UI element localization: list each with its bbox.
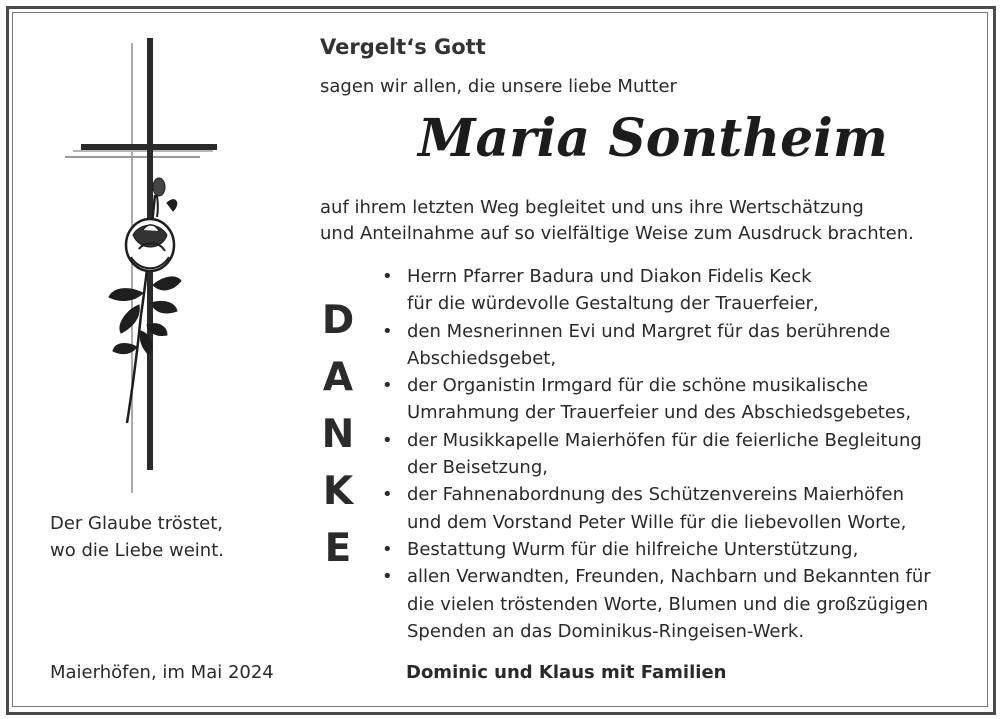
bullet-icon: • bbox=[382, 538, 393, 560]
quote-line: Der Glaube tröstet, bbox=[50, 513, 224, 534]
signature: Dominic und Klaus mit Familien bbox=[406, 662, 727, 683]
intro-text: sagen wir allen, die unsere liebe Mutter bbox=[320, 76, 677, 97]
gratitude-paragraph bbox=[320, 195, 914, 247]
list-item: • der Organistin Irmgard für die schöne musikalische Umrahmung der Trauerfeier und des Abschiedsgebetes, bbox=[382, 372, 931, 427]
paragraph-line: und Anteilnahme auf so vielfältige Weise zum Ausdruck brachten. bbox=[320, 223, 914, 244]
bullet-icon: • bbox=[382, 566, 393, 588]
list-item: • Herrn Pfarrer Badura und Diakon Fidelis Keck für die würdevolle Gestaltung der Trauerfeier, bbox=[382, 263, 931, 318]
danke-letter: A bbox=[322, 355, 354, 400]
heading: Vergelt‘s Gott bbox=[320, 35, 486, 59]
bullet-icon: • bbox=[382, 266, 393, 287]
list-item: • allen Verwandten, Freunden, Nachbarn und Bekannten für die vielen tröstenden Worte, Blumen und die großzügigen Spenden an das Dominikus-Ringeisen-Werk. bbox=[382, 563, 931, 645]
list-item: • den Mesnerinnen Evi und Margret für das berührende Abschiedsgebet, bbox=[382, 318, 931, 373]
deceased-name: Maria Sontheim bbox=[418, 108, 888, 169]
thanks-list bbox=[382, 263, 931, 645]
bullet-icon: • bbox=[382, 320, 393, 342]
cross-with-rose-icon bbox=[55, 35, 235, 505]
paragraph-line: auf ihrem letzten Weg begleitet und uns ihre Wertschätzung bbox=[320, 197, 864, 218]
danke-letter: D bbox=[321, 298, 355, 343]
danke-vertical bbox=[318, 292, 358, 577]
danke-letter: K bbox=[322, 469, 354, 514]
list-item: • der Fahnenabordnung des Schützenvereins Maierhöfen und dem Vorstand Peter Wille für die liebevollen Worte, bbox=[382, 481, 931, 536]
danke-letter: E bbox=[324, 526, 352, 571]
bullet-icon: • bbox=[382, 429, 393, 451]
bullet-icon: • bbox=[382, 484, 393, 506]
danke-letter: N bbox=[321, 412, 355, 457]
rose-icon bbox=[109, 178, 181, 423]
quote-line: wo die Liebe weint. bbox=[50, 540, 224, 561]
bullet-icon: • bbox=[382, 375, 393, 397]
list-item: • der Musikkapelle Maierhöfen für die feierliche Begleitung der Beisetzung, bbox=[382, 427, 931, 482]
place-date: Maierhöfen, im Mai 2024 bbox=[50, 662, 274, 683]
quote bbox=[50, 510, 224, 564]
list-item: • Bestattung Wurm für die hilfreiche Unterstützung, bbox=[382, 536, 931, 563]
